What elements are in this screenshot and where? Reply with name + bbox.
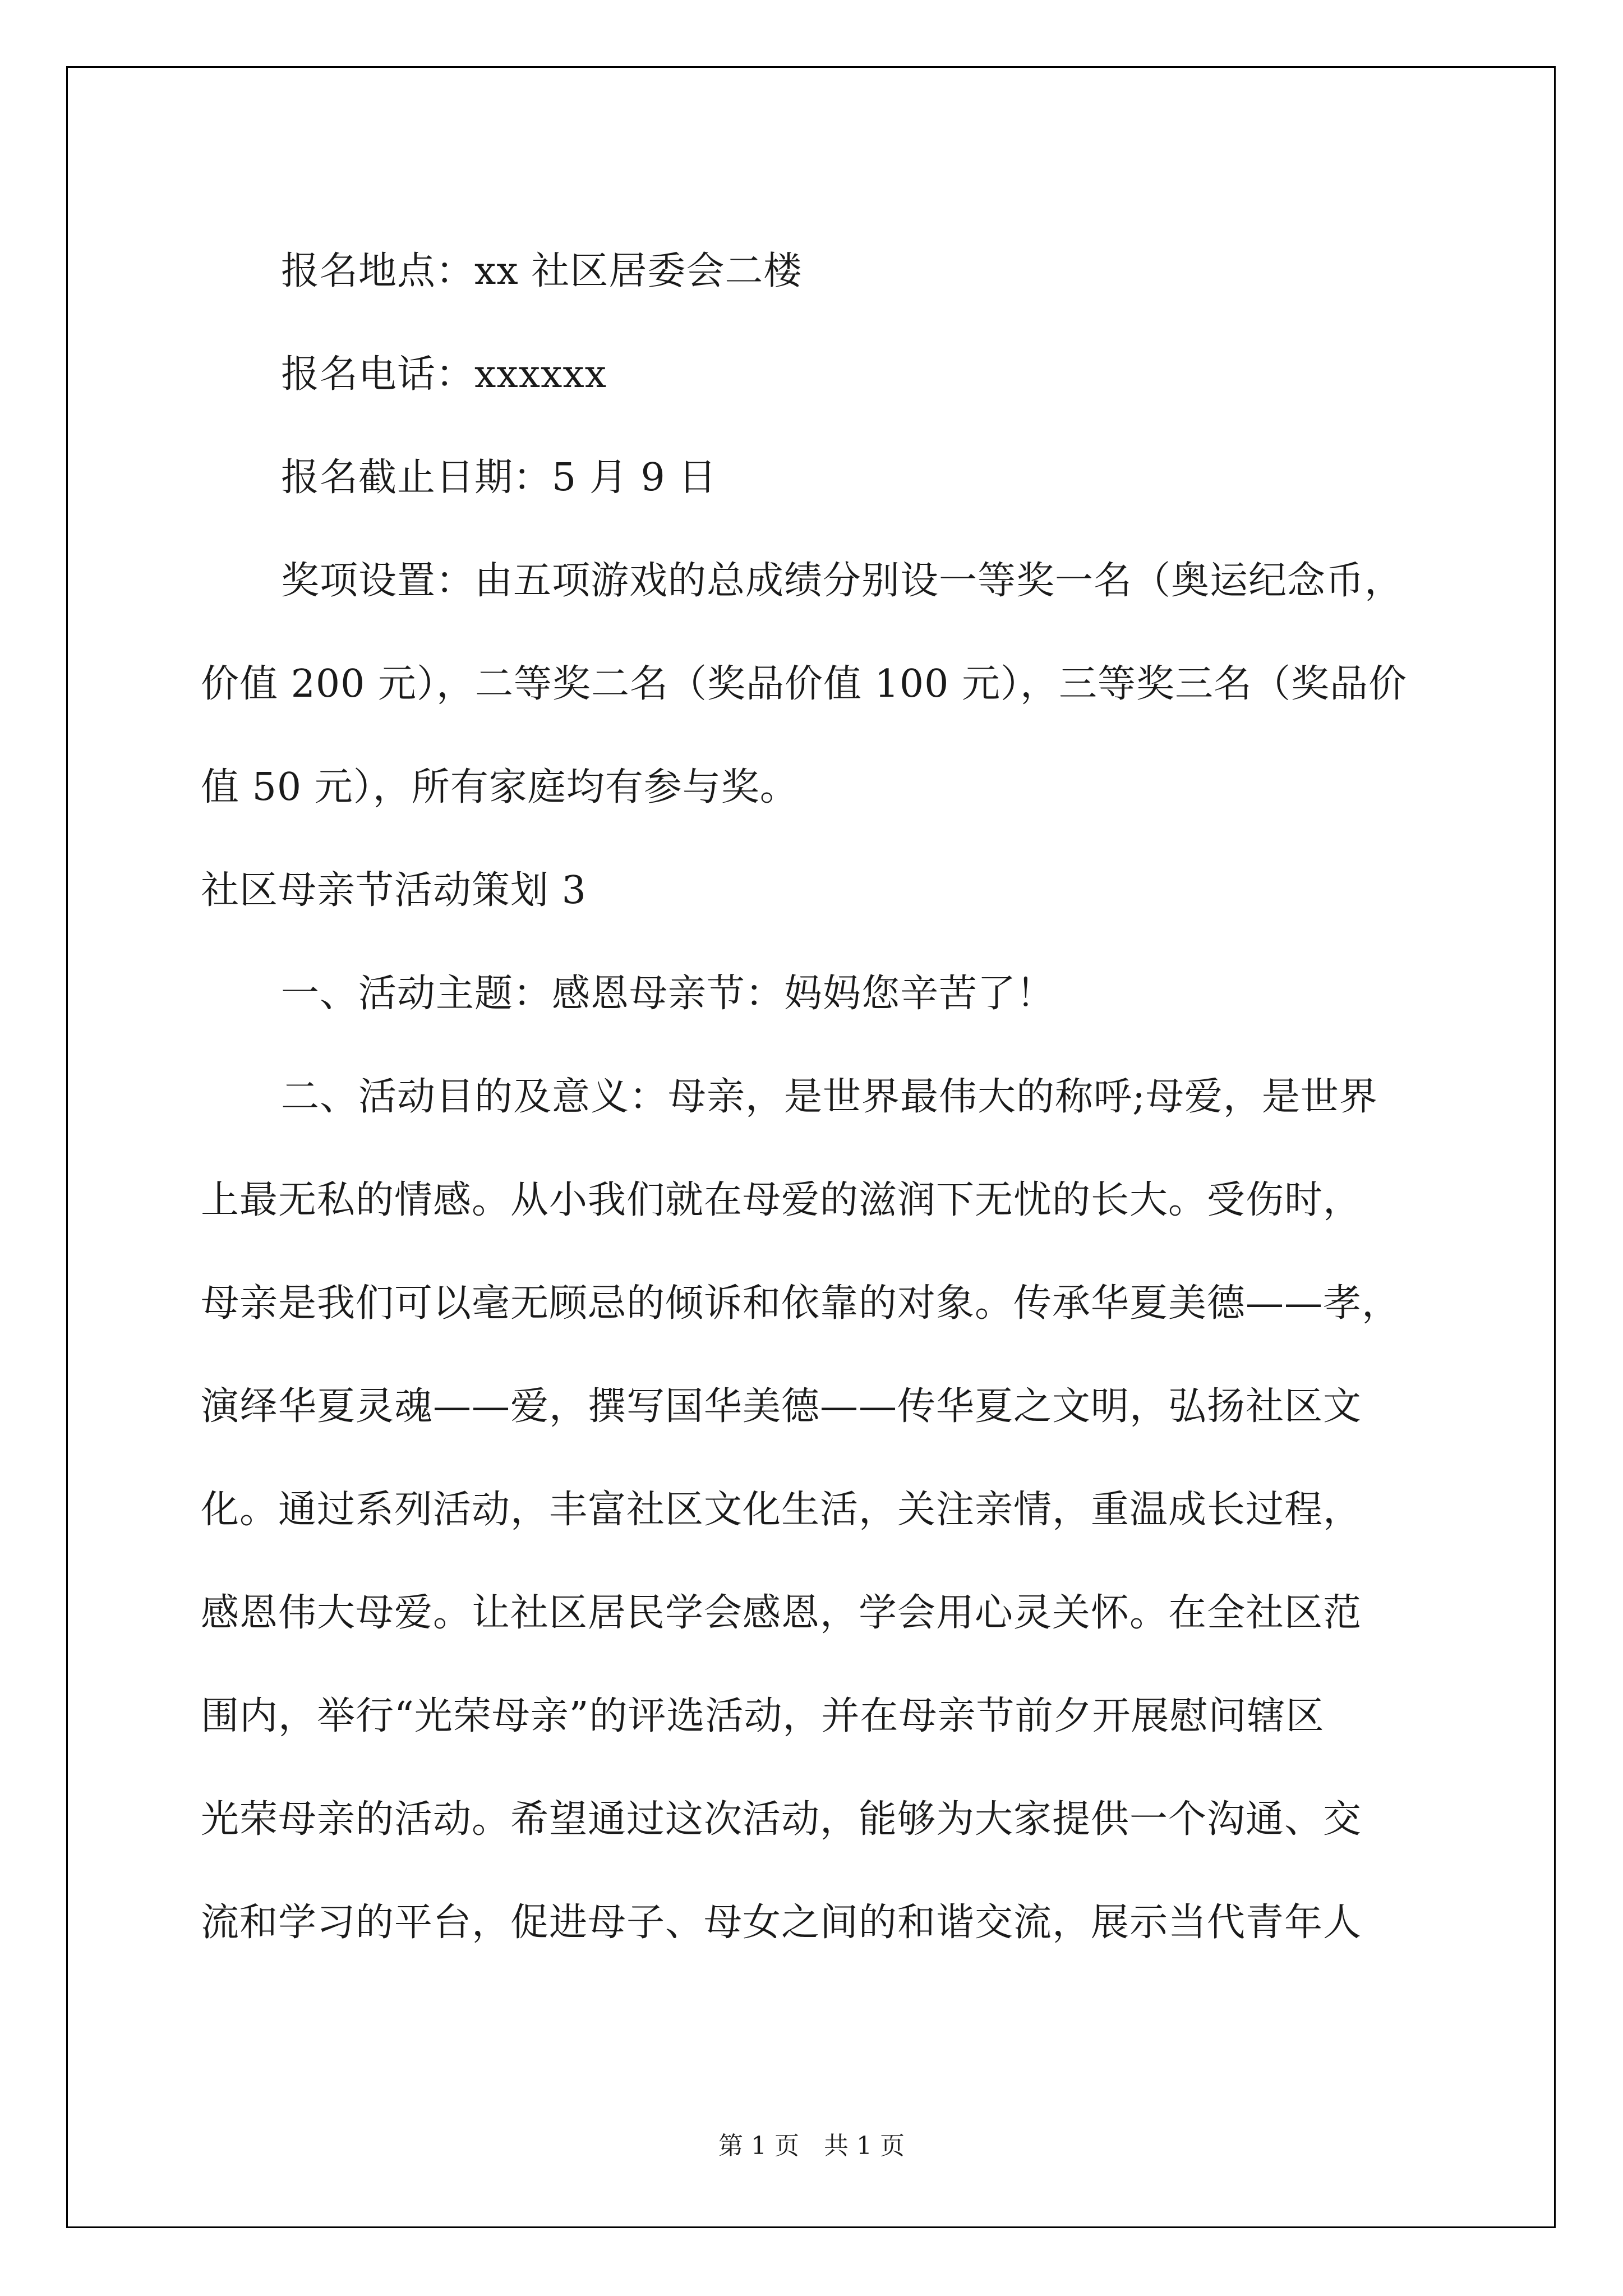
text-line-3: 报名截止日期：5 月 9 日 (281, 455, 717, 500)
text-line-4: 奖项设置：由五项游戏的总成绩分别设一等奖一名（奥运纪念币， (281, 559, 1404, 603)
text-line-16: 光荣母亲的活动。希望通过这次活动，能够为大家提供一个沟通、交 (201, 1797, 1362, 1842)
text-line-11: 母亲是我们可以毫无顾忌的倾诉和依靠的对象。传承华夏美德——孝， (201, 1281, 1401, 1326)
text-line-8: 一、活动主题：感恩母亲节：妈妈您辛苦了！ (281, 972, 1055, 1016)
text-line-10: 上最无私的情感。从小我们就在母爱的滋润下无忧的长大。受伤时， (201, 1178, 1362, 1222)
text-line-12: 演绎华夏灵魂——爱，撰写国华美德——传华夏之文明，弘扬社区文 (201, 1384, 1362, 1429)
text-line-14: 感恩伟大母爱。让社区居民学会感恩，学会用心灵关怀。在全社区范 (201, 1591, 1362, 1635)
text-line-15: 围内，举行“光荣母亲”的评选活动，并在母亲节前夕开展慰问辖区 (201, 1694, 1325, 1738)
text-line-13: 化。通过系列活动，丰富社区文化生活，关注亲情，重温成长过程， (201, 1488, 1362, 1532)
text-line-2: 报名电话：xxxxxx (281, 352, 607, 397)
text-line-5: 价值 200 元），二等奖二名（奖品价值 100 元），三等奖三名（奖品价 (201, 662, 1408, 706)
text-line-9: 二、活动目的及意义：母亲，是世界最伟大的称呼;母爱，是世界 (281, 1075, 1378, 1119)
text-line-1: 报名地点：xx 社区居委会二楼 (281, 249, 803, 293)
text-line-17: 流和学习的平台，促进母子、母女之间的和谐交流，展示当代青年人 (201, 1901, 1362, 1945)
section-heading: 社区母亲节活动策划 3 (201, 868, 587, 913)
document-body (201, 220, 1435, 1975)
page-number: 第 1 页 共 1 页 (718, 2132, 905, 2160)
text-line-6: 值 50 元），所有家庭均有参与奖。 (201, 765, 799, 809)
